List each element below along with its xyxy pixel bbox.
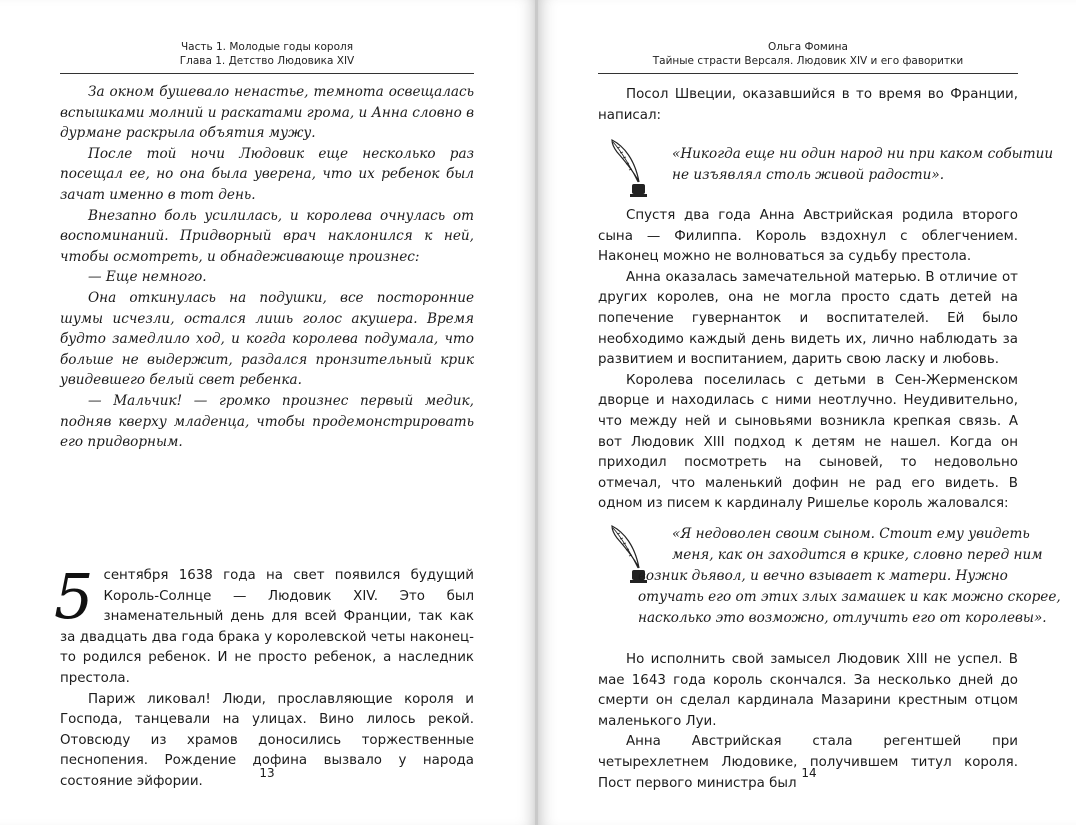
quote-line: «Я недоволен своим сыном. Стоит ему увидеть (672, 526, 1030, 542)
quote-line: возник дьявол, и вечно взывает к матери. Нужно (638, 568, 1008, 584)
paragraph: — Мальчик! — громко произнес первый медик, подняв кверху младенца, чтобы продемонстрировать его придворным. (60, 392, 474, 451)
quote-line: «Никогда еще ни один народ ни при каком событии (672, 146, 1054, 162)
running-head-left (60, 40, 474, 68)
italic-narrative (60, 82, 474, 453)
paragraph: Анна оказалась замечательной матерью. В отличие от других королев, она не могла просто сдать детей на попечение гувернанток и воспитателей. Ей было необходимо каждый день видеть их, лично наблюдать за развитием и воспитанием, дарить свою ласку и любовь. (598, 269, 1018, 368)
quote-block-2 (608, 524, 1061, 634)
paragraph: Внезапно боль усилилась, и королева очнулась от воспоминаний. Придворный врач наклонился к ней, чтобы осмотреть, и обнадеживающе произнес: (60, 207, 474, 265)
intro-text (598, 85, 1018, 126)
page-number: 13 (259, 766, 275, 780)
paragraph: За окном бушевало ненастье, темнота освещалась вспышками молний и раскатами грома, и Анна словно в дурмане раскрыла объятия мужу. (60, 84, 474, 142)
paragraph: Она откинулась на подушки, все посторонние шумы исчезли, остался лишь голос акушера. Время будто замедлило ход, и когда королева подумала, что больше не выдержит, раздался пронзительный крик увидевшего белый свет ребенка. (60, 289, 474, 389)
paragraph: Анна Австрийская стала регентшей при четырехлетнем Людовике, получившем титул короля. Пост первого министра был (598, 734, 1018, 791)
paragraph: Париж ликовал! Люди, прославляющие короля и Господа, танцевали на улицах. Вино лилось рекой. Отовсюду из храмов доносились торжественные песнопения. Рождение дофина вызвало у народа состояние эйфории. (60, 691, 474, 789)
drop-cap: 5 (54, 560, 94, 633)
paragraph: Но исполнить свой замысел Людовик XIII не успел. В мае 1643 года король скончался. За несколько дней до смерти он сделал кардинала Мазарини крестным отцом маленького Луи. (598, 652, 1018, 729)
quote-line: отучать его от этих злых замашек и как можно скорее, (638, 589, 1061, 605)
quill-inkwell-icon (608, 138, 648, 200)
right-page (538, 0, 1076, 825)
chapter-title: Глава 1. Детство Людовика XIV (179, 55, 355, 67)
paragraph: — Еще немного. (88, 269, 207, 286)
section-opening-paragraph (54, 560, 474, 690)
running-head-right (598, 40, 1018, 68)
quote-text (638, 524, 1061, 629)
author-name: Ольга Фомина (768, 41, 848, 53)
header-rule (598, 73, 1018, 74)
section-body (54, 560, 474, 793)
header-rule (60, 73, 474, 74)
quote-block-1 (608, 138, 1054, 202)
paragraph: Спустя два года Анна Австрийская родила второго сына — Филиппа. Король вздохнул с облегчением. Наконец можно не волноваться за судьбу престола. (598, 208, 1018, 265)
quote-line: меня, как он заходится в крике, словно перед ним (672, 547, 1043, 563)
quote-line: не изъявлял столь живой радости». (672, 167, 945, 183)
left-page (0, 0, 537, 825)
paragraph: После той ночи Людовик еще несколько раз посещал ее, но она была уверена, что их ребенок был зачат именно в тот день. (60, 145, 474, 203)
quote-line: насколько это возможно, отлучить его от королевы». (638, 610, 1047, 626)
quote-text (672, 144, 1053, 186)
book-title: Тайные страсти Версаля. Людовик XIV и его фаворитки (652, 55, 964, 67)
paragraph: Посол Швеции, оказавшийся в то время во Франции, написал: (598, 87, 1018, 123)
part-title: Часть 1. Молодые годы короля (180, 41, 354, 53)
main-text (598, 206, 1018, 515)
page-number: 14 (801, 766, 817, 780)
section-first-text: сентября 1638 года на свет появился будущий Король-Солнце — Людовик XIV. Это был знаменательный день для всей Франции, так как за двадцать два года брака у королевской четы наконец-то родился ребенок. И не просто ребенок, а наследник престола. (60, 568, 474, 686)
paragraph: Королева поселилась с детьми в Сен-Жерменском дворце и находилась с ними неотлучно. Неудивительно, что между ней и сыновьями возникла крепкая связь. А вот Людовик XIII подход к детям не нашел. Когда он приходил посмотреть на сыновей, то недовольно отмечал, что маленький дофин не рад его видеть. В одном из писем к кардиналу Ришелье король жаловался: (598, 372, 1018, 512)
